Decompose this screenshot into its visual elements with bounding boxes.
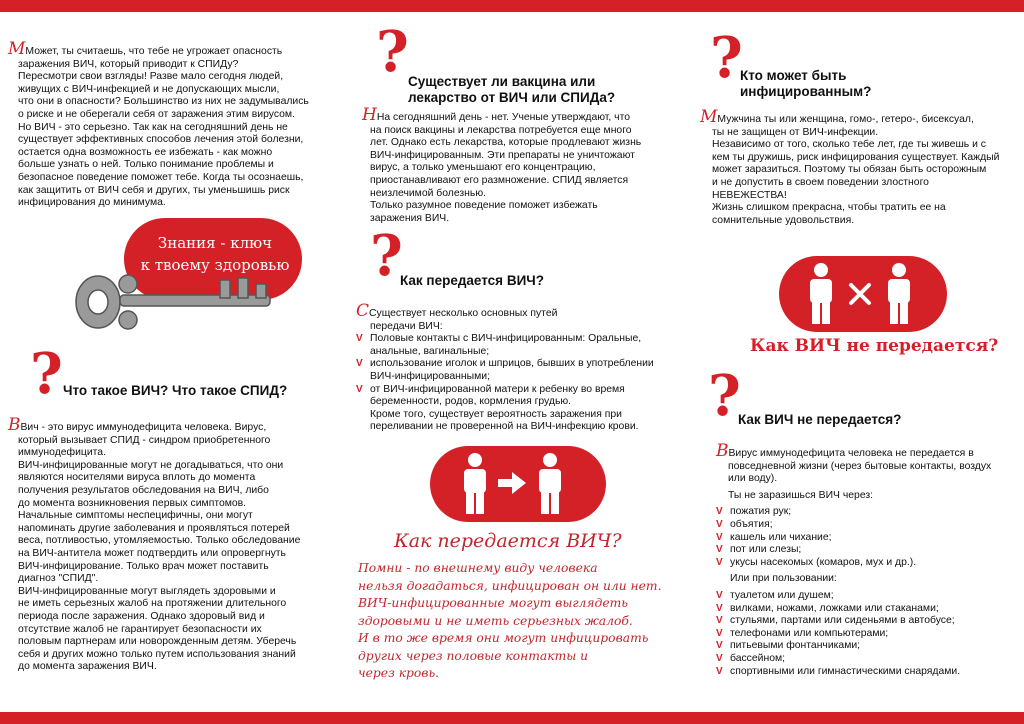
col1-intro [8,39,333,210]
question-mark-icon: ? [30,341,63,407]
col3-intro-line: повседневной жизни (через бытовые контакты, воздух [728,460,992,472]
col2-body1-line: неизлечимой болезнью. [370,187,487,199]
question-mark-icon: ? [370,223,403,289]
col3-body2 [716,441,1022,678]
person-icon [884,262,914,326]
list-item: V укусы насекомых (комаров, мух и др.). [716,557,1022,570]
col2-body1-line: ННа сегодняшний день - нет. Ученые утверждают, что [362,105,631,125]
list-item: V пожатия рук; [716,506,1022,519]
col1-body-line: являются носителями вируса вплоть до момента [18,472,256,484]
col1-body-line: ВИЧ-инфицирование. Только врач может поставить [18,560,269,572]
reminder-line: нельзя догадаться, инфицирован он или нет. [358,578,662,593]
col2-body1-line: вирус, а только уменьшают его концентрацию, [370,162,596,174]
col3-body1-line: и не допустить в своем поведении злостного [712,176,929,188]
top-border [0,0,1024,12]
col1-intro-line: Но ВИЧ - это серьезно. Так как на сегодняшний день не [18,121,288,133]
col3-body1-line: НЕВЕЖЕСТВА! [712,189,787,201]
reminder-line: И в то же время они могут инфицировать [358,631,649,645]
col3-body1-line: Независимо от того, сколько тебе лет, где ты живешь и с [712,139,986,151]
transmission-caption: Как передается ВИЧ? [394,530,622,552]
key-banner-line: Знания - ключ [157,234,273,252]
col1-body-line: периода после заражения. Однако здоровый вид и [18,610,265,622]
col2-heading1-line: лекарство от ВИЧ или СПИДа? [408,90,616,105]
reminder-line: других через половые контакты и [358,648,589,663]
col3-body1-line: Жизнь слишком прекрасна, чтобы тратить ее на [712,202,946,214]
key-icon [70,262,285,342]
col2-extra-line: Кроме того, существует вероятность заражения при [370,408,622,420]
reminder-line: через кровь. [358,666,440,680]
reminder-line: ВИЧ-инфицированные могут выглядеть [358,596,628,610]
col1-body-line: себя и других можно только путем использования знаний [18,648,296,660]
col2-heading1-line: Существует ли вакцина или [408,74,596,89]
question-mark-icon: ? [710,25,743,91]
using-label: Или при пользовании: [730,573,837,585]
reminder-script [358,560,668,683]
col1-intro-line: больше узнать о ней. Только понимание проблемы и [18,159,274,171]
col1-intro-line: ММожет, ты считаешь, что тебе не угрожает опасность [8,39,283,59]
col1-body-line: иммунодефицита. [18,447,106,459]
list-item: V бассейном; [716,653,1022,666]
person-icon [806,262,836,326]
col3-intro-line: или воду). [728,473,778,485]
col2-body1-line: на поиск вакцины и лекарства потребуется еще много [370,124,632,136]
using-list [716,590,1022,678]
col3-body1-line: кем ты дружишь, риск инфицирования существует. Каждый [712,151,1000,163]
dropcap: С [356,301,370,321]
col1-body-line: до момента заражения ВИЧ. [18,661,157,673]
col1-intro-line: безопасное поведение поможет тебе. Когда ты осознаешь, [18,171,304,183]
list-item: V от ВИЧ-инфицированной матери к ребенку во время беременности, родов, кормления грудью. [356,384,676,409]
list-item: V вилками, ножами, ложками или стаканами; [716,603,1022,616]
col1-body-line: до момента возникновения первых симптомов. [18,497,247,509]
col3-body1-line: ты не защищен от ВИЧ-инфекции. [712,126,879,138]
col3-body1-line: может заразиться. Поэтому ты обязан быть осторожным [712,164,987,176]
col3-body1 [700,107,1022,227]
bottom-border [0,712,1024,724]
col3-heading1-line: инфицированным? [740,84,872,99]
col2-body1-line: заражения ВИЧ. [370,212,450,224]
col2-heading2: Как передается ВИЧ? [400,273,544,288]
col1-intro-line: инфицирования до минимума. [18,197,166,209]
through-list [716,506,1022,569]
question-mark-icon: ? [376,19,409,85]
col1-intro-line: о риске и не оберегали себя от заражения этим вирусом. [18,108,295,120]
col1-body-line: не иметь серьезных жалоб на протяжении длительного [18,598,287,610]
col2-intro-line: передачи ВИЧ: [370,320,443,332]
col1-body-line: диагноз "СПИД". [18,573,99,585]
col1-body [8,415,333,674]
col3-body1-line: ММужчина ты или женщина, гомо-, гетеро-, бисексуал, [700,107,974,127]
dropcap: Н [362,105,377,125]
col3-body1-line: сомнительные удовольствия. [712,214,855,226]
list-item: V использование иголок и шприцов, бывших в употреблении ВИЧ-инфицированными; [356,358,676,383]
cross-icon [848,282,872,306]
col1-body-line: веса, потливостью, утомляемостью. Только обследование [18,535,301,547]
col2-body1-line: ВИЧ-инфицированным. Эти препараты не уничтожают [370,149,635,161]
list-item: V стульями, партами или сиденьями в автобусе; [716,615,1022,628]
dropcap: М [700,107,718,127]
list-item: V питьевыми фонтанчиками; [716,640,1022,653]
person-icon [535,452,565,516]
person-icon [460,452,490,516]
col1-heading: Что такое ВИЧ? Что такое СПИД? [63,383,288,398]
col3-heading1 [740,68,871,100]
transmission-list [356,333,676,409]
through-label: Ты не заразишься ВИЧ через: [728,489,874,501]
col1-body-line: ВВич - это вирус иммунодефицита человека. Вирус, [8,415,267,435]
col2-intro-line: ССуществует несколько основных путей [356,301,558,321]
col1-intro-line: остается одна возможность ее избежать - как можно [18,146,273,158]
col1-body-line: Начальные симптомы неспецифичны, они могут [18,510,253,522]
col1-body-line: который вызывает СПИД - синдром приобретенного [18,434,271,446]
col3-heading1-line: Кто может быть [740,68,847,83]
col1-body-line: напоминать другие заболевания и проявляться потерей [18,522,290,534]
col1-body-line: ВИЧ-инфицированные могут не догадываться, что они [18,459,284,471]
list-item: V спортивными или гимнастическими снарядами. [716,666,1022,679]
col1-intro-line: заражения ВИЧ, который приводит к СПИДу? [18,58,239,70]
col1-intro-line: существует эффективных способов лечения этой болезни, [18,134,304,146]
dropcap: В [716,441,729,461]
list-item: V туалетом или душем; [716,590,1022,603]
col1-body-line: ВИЧ-инфицированные могут выглядеть здоровыми и [18,585,276,597]
col2-extra-line: переливании не проверенной на ВИЧ-инфекцию крови. [370,421,639,433]
reminder-line: здоровыми и не иметь серьезных жалоб. [358,613,633,628]
arrow-right-icon [498,472,526,494]
list-item: V пот или слезы; [716,544,1022,557]
col3-heading2: Как ВИЧ не передается? [738,412,902,427]
reminder-line: Помни - по внешнему виду человека [358,561,598,575]
dropcap: М [8,39,26,59]
dropcap: В [8,415,21,435]
col2-body1-line: приостанавливают его размножение. СПИД является [370,174,629,186]
col2-body2 [356,301,676,434]
list-item: V Половые контакты с ВИЧ-инфицированным: Оральные, анальные, вагинальные; [356,333,676,358]
col1-intro-line: живущих с ВИЧ-инфекцией и не допускающих мысли, [18,83,280,95]
non-transmission-caption: Как ВИЧ не передается? [750,336,999,356]
col2-body1-line: Только разумное поведение поможет избежать [370,200,598,212]
col2-heading1 [408,74,615,106]
col2-body1 [362,105,682,225]
list-item: V объятия; [716,519,1022,532]
key-banner-line: к твоему здоровью [140,256,290,274]
list-item: V телефонами или компьютерами; [716,628,1022,641]
col1-intro-line: как защитить от ВИЧ себя и других, ты уменьшишь риск [18,184,290,196]
col1-body-line: половым партнерам или новорожденным детям. Уберечь [18,636,297,648]
col2-body1-line: лет. Однако есть лекарства, которые продлевают жизнь [370,137,642,149]
question-mark-icon: ? [708,363,741,429]
col1-body-line: получения результатов обследования на ВИЧ, либо [18,484,269,496]
list-item: V кашель или чихание; [716,532,1022,545]
col1-intro-line: что они в опасности? Большинство из них не задумывались [18,96,309,108]
col3-intro-line: ВВирус иммунодефицита человека не передается в [716,441,974,461]
col1-intro-line: Пересмотри свои взгляды! Разве мало сегодня людей, [18,71,284,83]
col1-body-line: на ВИЧ-антитела может подтвердить или опровергнуть [18,547,286,559]
col1-body-line: отсутствие жалоб не гарантирует безопасности их [18,623,262,635]
